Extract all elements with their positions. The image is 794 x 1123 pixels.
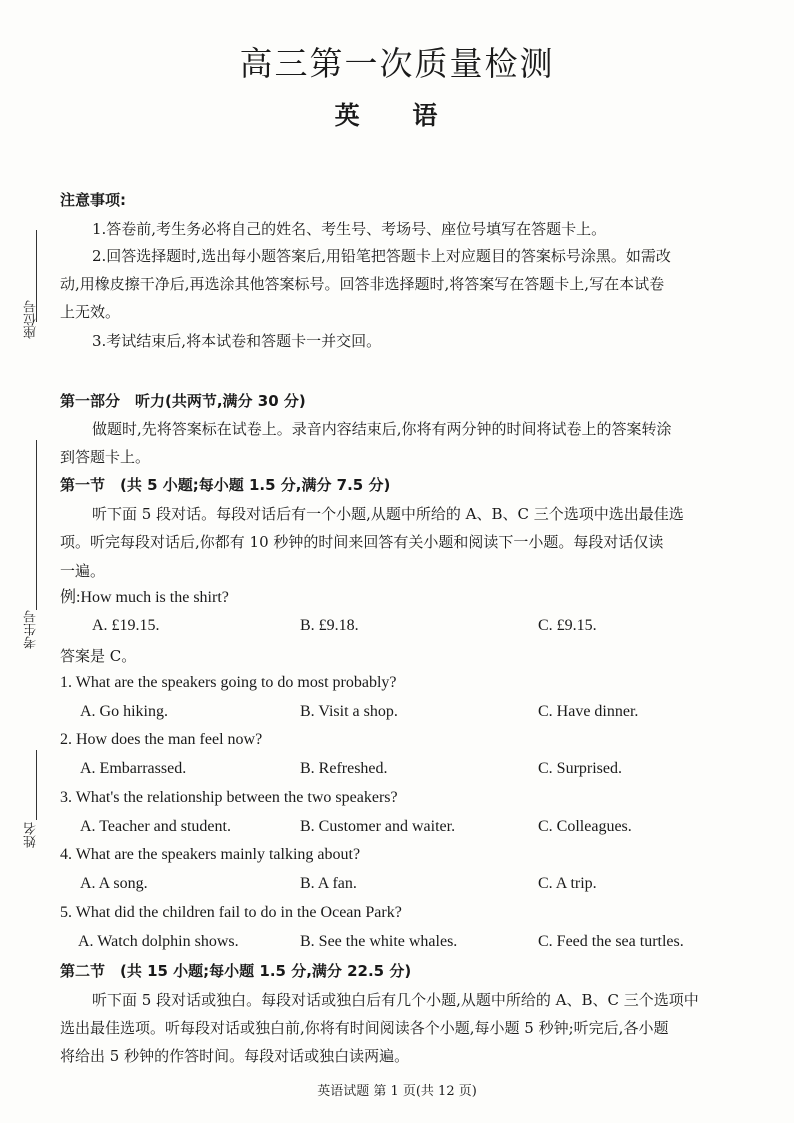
section1-instructions: 一遍。 (60, 562, 106, 580)
notice-item: 动,用橡皮擦干净后,再选涂其他答案标号。回答非选择题时,将答案写在答题卡上,写在本试卷 (60, 275, 665, 293)
part1-heading: 第一部分 听力(共两节,满分 30 分) (60, 392, 306, 410)
section1-instructions: 听下面 5 段对话。每段对话后有一个小题,从题中所给的 A、B、C 三个选项中选出最佳选 (92, 505, 684, 523)
q5-option-c: C. Feed the sea turtles. (538, 933, 684, 950)
q4-option-b: B. A fan. (300, 875, 357, 892)
q2-option-c: C. Surprised. (538, 760, 622, 777)
section2-instructions: 选出最佳选项。听每段对话或独白前,你将有时间阅读各个小题,每小题 5 秒钟;听完后,各小题 (60, 1019, 669, 1037)
q4-option-c: C. A trip. (538, 875, 597, 892)
q3-option-a: A. Teacher and student. (80, 818, 231, 835)
q1-option-b: B. Visit a shop. (300, 703, 398, 720)
q1-option-c: C. Have dinner. (538, 703, 639, 720)
q3-option-b: B. Customer and waiter. (300, 818, 456, 835)
section2-heading: 第二节 (共 15 小题;每小题 1.5 分,满分 22.5 分) (60, 962, 412, 980)
notice-item: 上无效。 (60, 303, 121, 321)
question-5: 5. What did the children fail to do in the Ocean Park? (60, 904, 402, 921)
exam-title: 高三第一次质量检测 (239, 44, 555, 83)
question-2: 2. How does the man feel now? (60, 731, 263, 748)
example-answer: 答案是 C。 (60, 647, 137, 665)
example-option-b: B. £9.18. (300, 617, 359, 634)
question-1: 1. What are the speakers going to do most probably? (60, 674, 397, 691)
section1-instructions: 项。听完每段对话后,你都有 10 秒钟的时间来回答有关小题和阅读下一小题。每段对话仅读 (60, 533, 664, 551)
notice-item: 2.回答选择题时,选出每小题答案后,用铅笔把答题卡上对应题目的答案标号涂黑。如需改 (92, 247, 671, 265)
q1-option-a: A. Go hiking. (80, 703, 168, 720)
section2-instructions: 听下面 5 段对话或独白。每段对话或独白后有几个小题,从题中所给的 A、B、C 三个选项中 (92, 991, 699, 1009)
seat-label: 座位号 (24, 300, 39, 339)
section1-heading: 第一节 (共 5 小题;每小题 1.5 分,满分 7.5 分) (60, 476, 391, 494)
notice-item: 1.答卷前,考生务必将自己的姓名、考生号、考场号、座位号填写在答题卡上。 (92, 220, 607, 238)
name-rule (36, 750, 37, 820)
section2-instructions: 将给出 5 秒钟的作答时间。每段对话或独白读两遍。 (60, 1047, 410, 1065)
q3-option-c: C. Colleagues. (538, 818, 632, 835)
example-option-a: A. £19.15. (92, 617, 160, 634)
example-question: 例:How much is the shirt? (60, 589, 229, 606)
q4-option-a: A. A song. (80, 875, 148, 892)
example-option-c: C. £9.15. (538, 617, 597, 634)
name-label: 姓名 (24, 822, 39, 848)
part1-intro: 做题时,先将答案标在试卷上。录音内容结束后,你将有两分钟的时间将试卷上的答案转涂 (92, 420, 672, 438)
question-4: 4. What are the speakers mainly talking about? (60, 846, 361, 863)
notice-item: 3.考试结束后,将本试卷和答题卡一并交回。 (92, 332, 382, 350)
examinee-label: 考生号 (24, 610, 39, 649)
page-footer: 英语试题 第 1 页(共 12 页) (317, 1084, 477, 1099)
q2-option-a: A. Embarrassed. (80, 760, 187, 777)
question-3: 3. What's the relationship between the two speakers? (60, 789, 398, 806)
examinee-rule (36, 440, 37, 610)
q2-option-b: B. Refreshed. (300, 760, 388, 777)
q5-option-b: B. See the white whales. (300, 933, 458, 950)
notice-heading: 注意事项: (60, 191, 126, 209)
part1-intro: 到答题卡上。 (60, 448, 151, 466)
q5-option-a: A. Watch dolphin shows. (78, 933, 239, 950)
subject-title: 英 语 (334, 101, 460, 130)
